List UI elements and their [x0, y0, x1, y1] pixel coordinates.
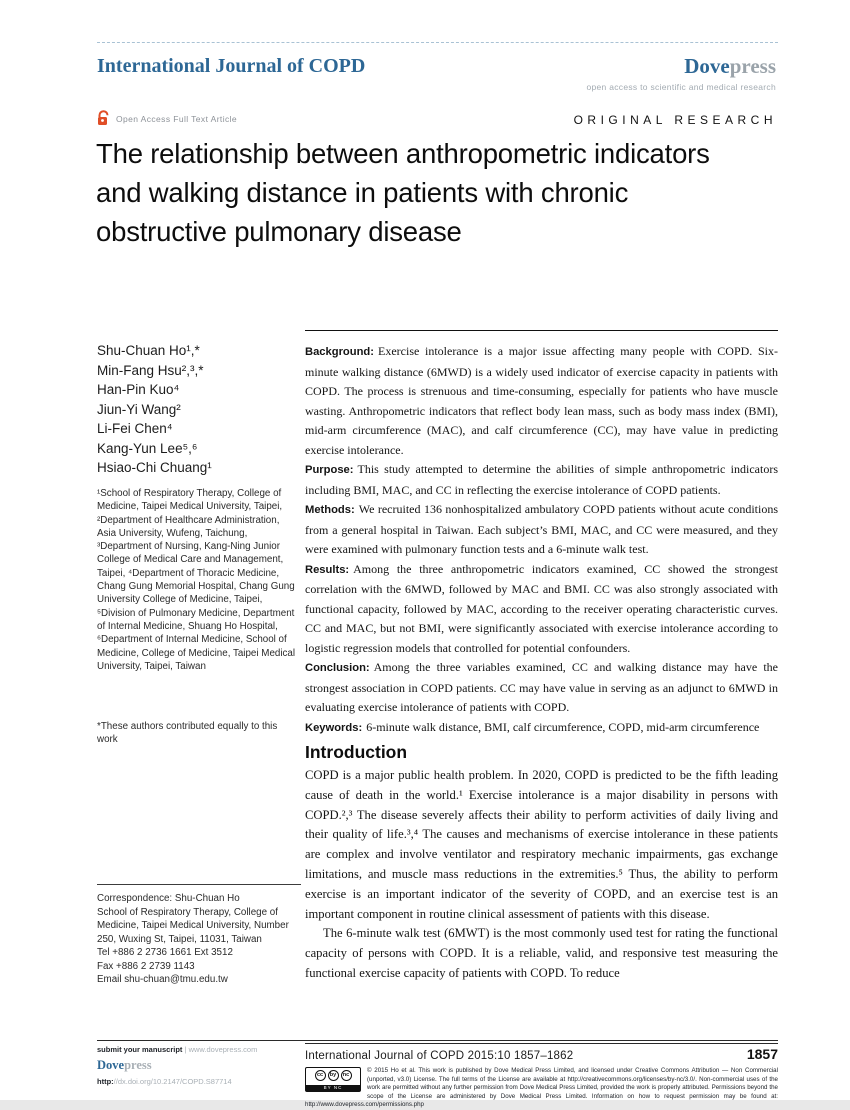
- cc-nc-icon: nc: [341, 1070, 352, 1081]
- abstract-conclusion-text: Among the three variables examined, CC and walking distance may have the strongest association in COPD patients. CC may have value in serving as an adjunct to 6MWD in evaluating exercise intolerance of patients with COPD.: [305, 660, 778, 714]
- dovepress-logo[interactable]: [684, 54, 776, 79]
- author-name: Min-Fang Hsu²,³,*: [97, 362, 204, 378]
- top-dashed-rule: [97, 42, 778, 43]
- cc-icon: cc: [315, 1070, 326, 1081]
- author-name: Li-Fei Chen⁴: [97, 421, 173, 436]
- correspondence-fax: Fax +886 2 2739 1143: [97, 960, 195, 972]
- abstract-background-text: Exercise intolerance is a major issue affecting many people with COPD. Six-minute walking distance (6MWD) is a widely used indicator of exercise capacity in patients with COPD. The process is strenuous and time-consuming, especially for patients who have muscle wasting. Anthropometric indicators that reflect body lean mass, such as body mass index (BMI), mid-arm circumference (MAC), and calf circumference (CC), may have value in predicting exercise intolerance.: [305, 344, 778, 457]
- introduction-paragraph: COPD is a major public health problem. In 2020, COPD is predicted to be the fifth leading cause of death in the world.¹ Exercise intolerance is a major disability in persons with COPD.²,³ The disease severely affects their ability to perform activities of daily living and their quality of life.³,⁴ The causes and mechanisms of exercise intolerance in these patients are complex and involve ventilator and respiratory mechanic impairments, gas exchange limitations, and muscle mass reductions in the extremities.⁵ Thus, the ability to perform exercise is an important indicator of the severity of COPD, and an exercise test is an important component in routine clinical assessment of patients with this disease.: [305, 768, 778, 921]
- page-number: 1857: [746, 1046, 778, 1062]
- abstract-keywords-label: Keywords:: [305, 721, 363, 734]
- open-access-lock-icon: [97, 111, 110, 126]
- abstract-results: [305, 560, 778, 659]
- affiliations: ¹School of Respiratory Therapy, College of Medicine, Taipei Medical University, Taipei, ²Department of Healthcare Administration, Asia University, Wufeng, Taichung, ³Department of Nursing, Kang-Ning Junior College of Medical Care and Management, Taipei, ⁴Department of Thoracic Medicine, Chang Gung Memorial Hospital, Chang Gung University College of Medicine, Taipei, ⁵Division of Pulmonary Medicine, Department of Internal Medicine, Shuang Ho Hospital, ⁶Department of Internal Medicine, School of Medicine, College of Medicine, Taipei Medical University, Taipei, Taiwan: [97, 488, 296, 672]
- abstract-purpose-label: Purpose:: [305, 464, 354, 476]
- abstract-background-label: Background:: [305, 346, 374, 358]
- author-name: Hsiao-Chi Chuang¹: [97, 460, 212, 475]
- brand-press: press: [729, 54, 776, 78]
- footer-right: [305, 1046, 778, 1110]
- brand-press: press: [124, 1058, 152, 1072]
- abstract: [305, 330, 778, 738]
- separator: |: [184, 1045, 187, 1054]
- equal-contribution-note: *These authors contributed equally to this work: [97, 721, 278, 746]
- correspondence-address: School of Respiratory Therapy, College of Medicine, Taipei Medical University, Number 250, Wuxing St, Taipei, 11031, Taiwan: [97, 906, 289, 945]
- doi-link[interactable]: [97, 1077, 307, 1086]
- creative-commons-badge-icon: [305, 1067, 361, 1092]
- footer-dovepress-logo[interactable]: [97, 1058, 307, 1073]
- cc-by-icon: by: [328, 1070, 339, 1081]
- journal-citation: International Journal of COPD 2015:10 1857–1862: [305, 1050, 574, 1062]
- correspondence-name: Correspondence: Shu-Chuan Ho: [97, 893, 240, 904]
- author-list: [97, 341, 305, 478]
- brand-dove: Dove: [684, 54, 730, 78]
- abstract-purpose-text: This study attempted to determine the abilities of simple anthropometric indicators including BMI, MAC, and CC in reflecting the exercise intolerance of COPD patients.: [305, 462, 778, 497]
- introduction-heading: Introduction: [305, 742, 408, 762]
- footer-rule-right: [305, 1043, 778, 1044]
- correspondence-block: [97, 884, 301, 987]
- doi-prefix: http:: [97, 1077, 114, 1086]
- abstract-methods-text: We recruited 136 nonhospitalized ambulatory COPD patients without acute conditions from a general hospital in Taiwan. Each subject’s BMI, MAC, and CC were measured, and they were examined with pulmonary function tests and a 6-minute walk test.: [305, 502, 778, 556]
- submit-label: submit your manuscript: [97, 1045, 183, 1054]
- open-access-row[interactable]: [97, 111, 237, 126]
- author-name: Shu-Chuan Ho¹,*: [97, 343, 200, 358]
- citation-row: [305, 1046, 778, 1062]
- abstract-results-label: Results:: [305, 563, 350, 576]
- abstract-purpose: [305, 460, 778, 500]
- brand-dove: Dove: [97, 1058, 125, 1072]
- author-name: Jiun-Yi Wang²: [97, 401, 181, 417]
- author-name: Kang-Yun Lee⁵,⁶: [97, 440, 198, 456]
- cc-circles: [306, 1070, 360, 1081]
- brand-tagline: open access to scientific and medical research: [586, 82, 776, 92]
- abstract-conclusion: [305, 658, 778, 718]
- correspondence-email[interactable]: Email shu-chuan@tmu.edu.tw: [97, 974, 228, 985]
- abstract-methods: [305, 500, 778, 560]
- dovepress-url-link[interactable]: www.dovepress.com: [188, 1045, 258, 1054]
- abstract-background: [305, 342, 778, 460]
- license-block: [305, 1067, 778, 1110]
- footer-rule: [97, 1040, 778, 1041]
- open-access-label: Open Access Full Text Article: [116, 113, 238, 124]
- article-type-label: ORIGINAL RESEARCH: [573, 113, 777, 127]
- abstract-keywords-text: 6-minute walk distance, BMI, calf circumference, COPD, mid-arm circumference: [366, 719, 760, 734]
- introduction-paragraph: The 6-minute walk test (6MWT) is the most commonly used test for rating the functional capacity of persons with COPD. It is a reliable, valid, and responsive test measuring the functional exercise capacity of patients with COPD. To reduce: [305, 926, 778, 980]
- journal-title: International Journal of COPD: [97, 55, 366, 77]
- abstract-methods-label: Methods:: [305, 504, 355, 516]
- cc-bar-label: BY NC: [306, 1085, 360, 1091]
- footer-left: [97, 1045, 307, 1086]
- author-name: Han-Pin Kuo⁴: [97, 382, 180, 397]
- abstract-conclusion-label: Conclusion:: [305, 662, 370, 674]
- correspondence-tel: Tel +886 2 2736 1661 Ext 3512: [97, 947, 233, 958]
- abstract-keywords: [305, 718, 778, 739]
- introduction-body: [305, 766, 778, 984]
- abstract-results-text: Among the three anthropometric indicators examined, CC showed the strongest correlation with the 6MWD, followed by MAC and BMI. CC was also strongly associated with functional capacity, followed by MAC, according to the receiver operating characteristic curves. CC and MAC, but not BMI, were significantly associated with exercise intolerance according to logistic regression models that controlled for potential confounders.: [305, 561, 778, 655]
- license-text: © 2015 Ho et al. This work is published by Dove Medical Press Limited, and licensed under Creative Commons Attribution — Non Commercial (unported, v3.0) License. The full terms of the License are available at http://creativecommons.org/licenses/by-nc/3.0/. Non-commercial uses of the work are permitted without any further permission from Dove Medical Press Limited, provided the work is properly attributed. Permissions beyond the scope of the License are administered by Dove Medical Press Limited. Information on how to request permission may be found at: http://www.dovepress.com/permissions.php: [305, 1067, 778, 1109]
- article-title: The relationship between anthropometric indicators and walking distance in patients with chronic obstructive pulmonary disease: [96, 138, 710, 247]
- submit-manuscript-line[interactable]: [97, 1045, 307, 1054]
- doi-rest: //dx.doi.org/10.2147/COPD.S87714: [113, 1077, 232, 1086]
